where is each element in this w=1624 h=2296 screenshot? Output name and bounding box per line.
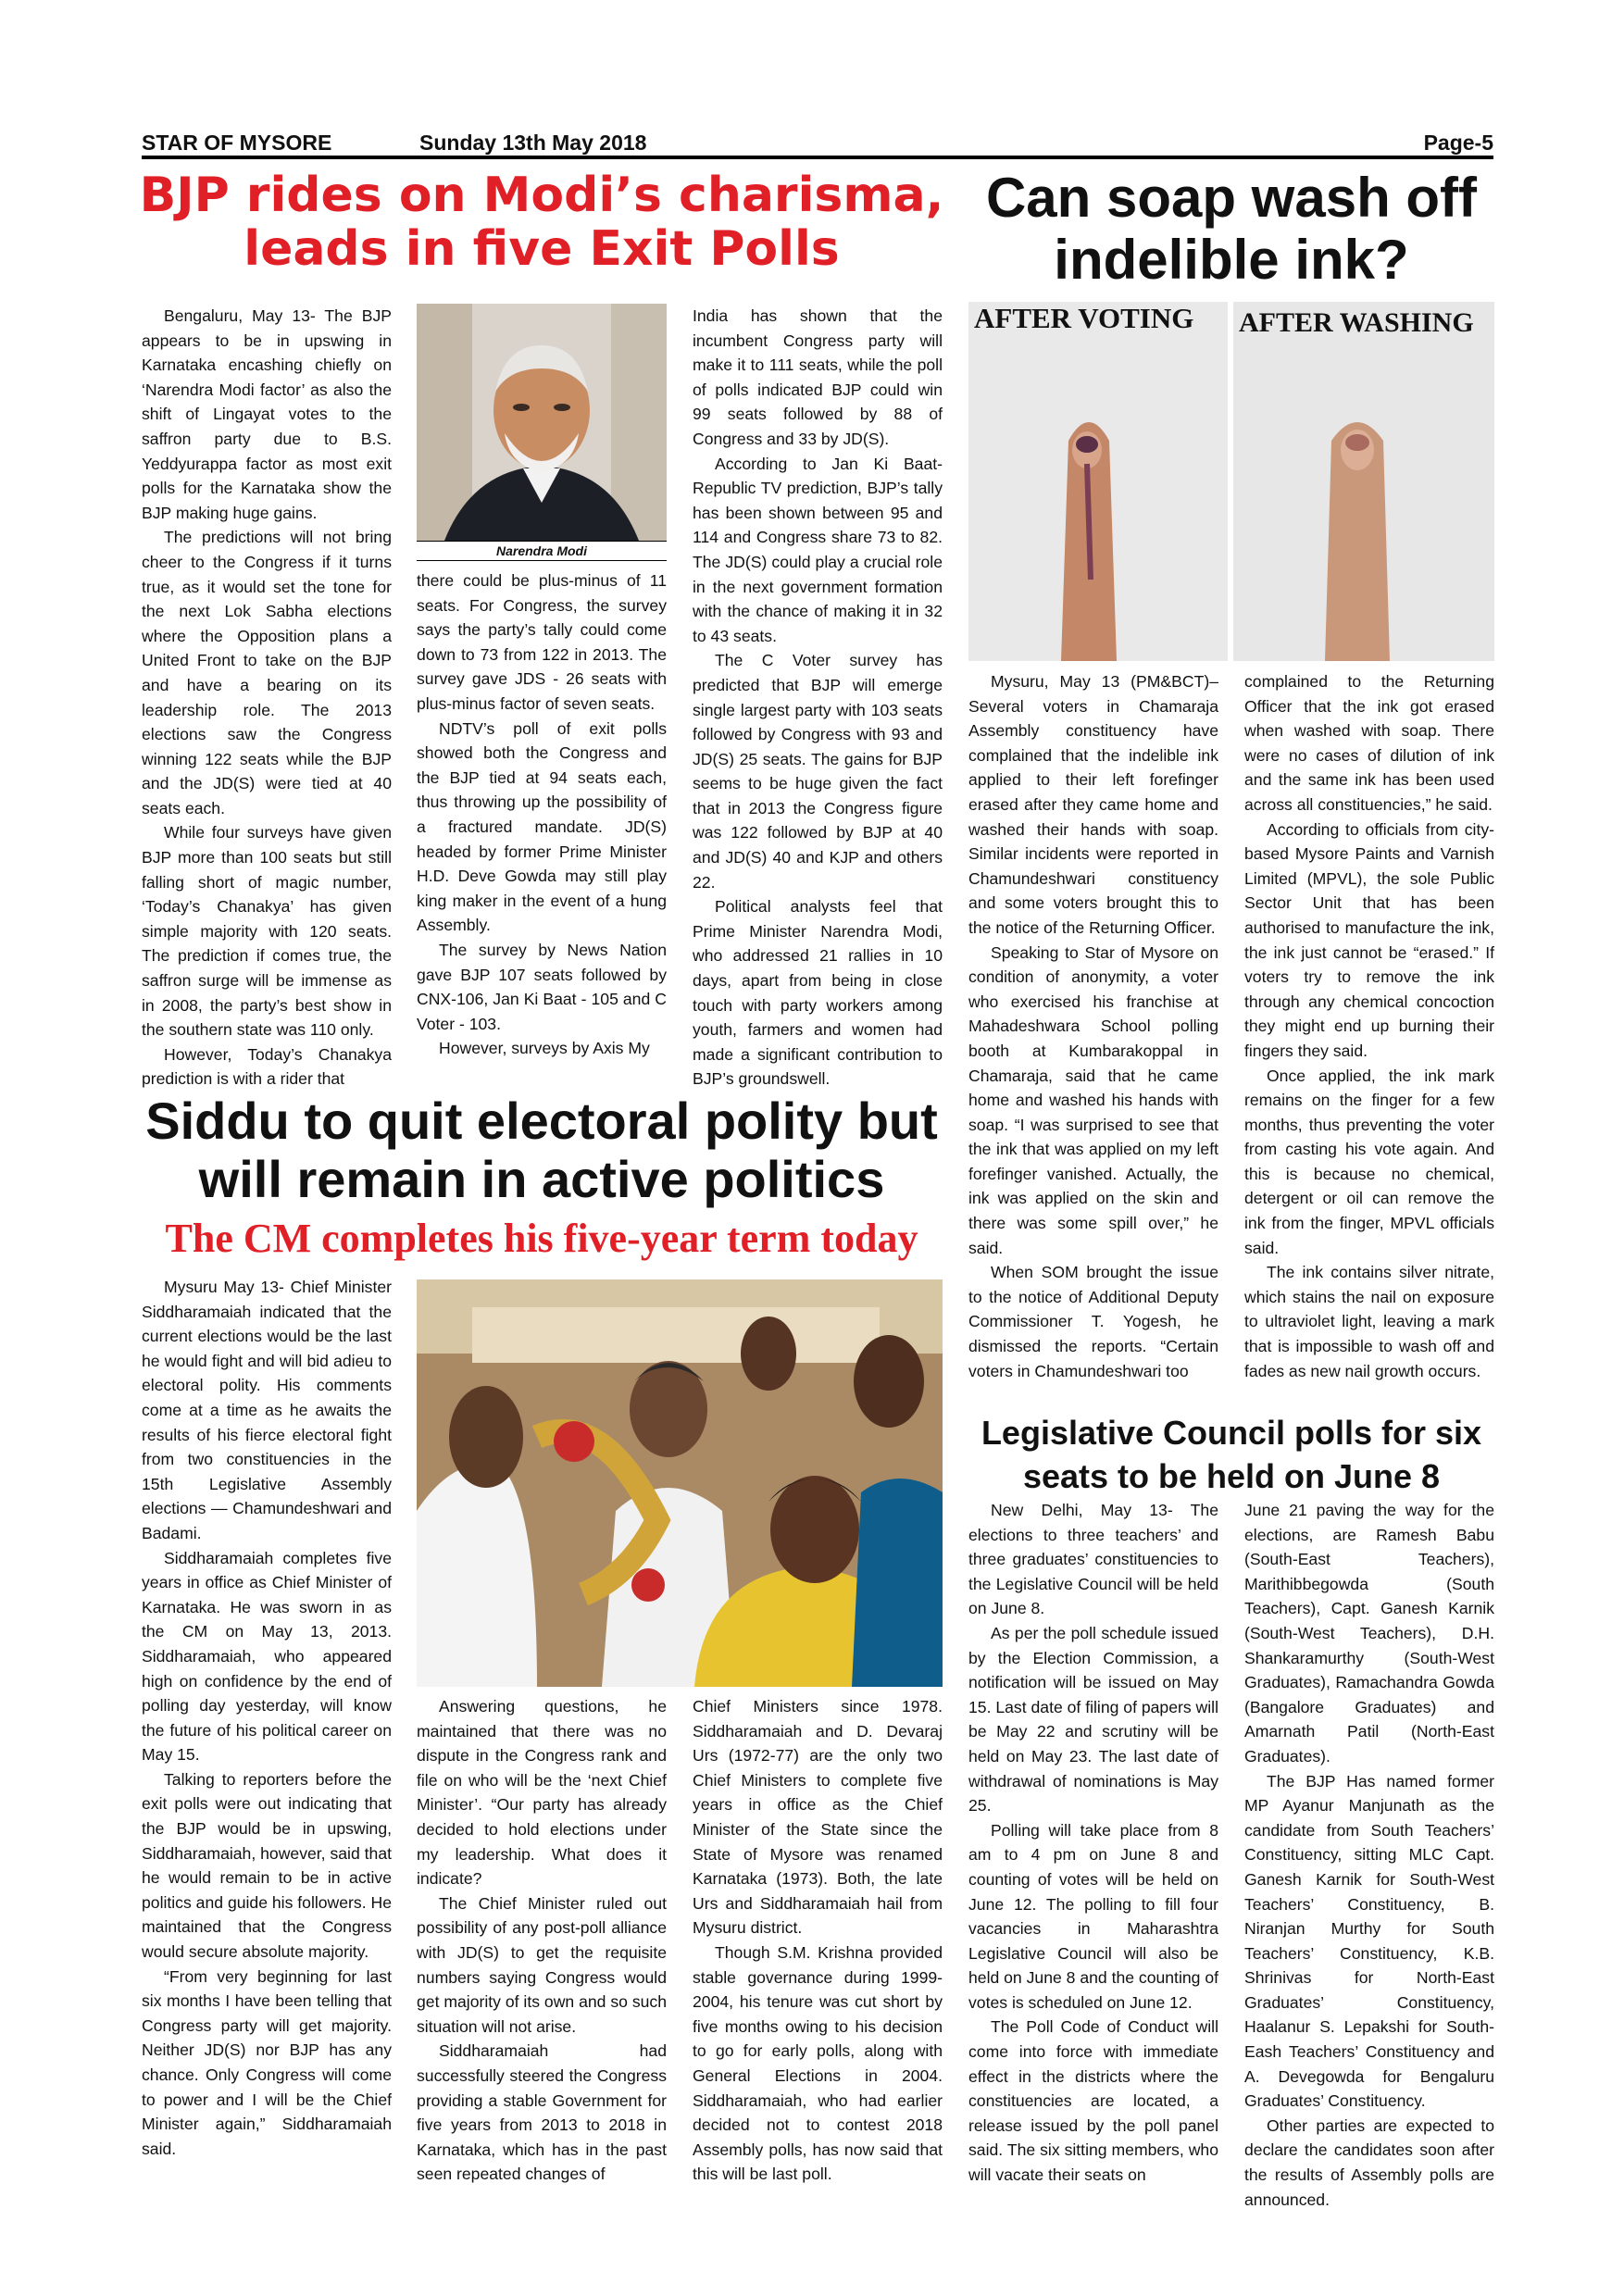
story1-column-2: there could be plus-minus of 11 seats. For Congress, the survey says the party’s tally could come down to 73 from 122 in 2013. The survey gave JDS - 26 seats with plus-minus factor of seven seats. NDTV’s poll of exit polls showed both the Congress and the BJP tied at 94 seats each, thus throwing up the possibility of a fractured mandate. JD(S) headed by former Prime Minister H.D. Deve Gowda may still play king maker in the event of a hung Assembly. The survey by News Nation gave BJP 107 seats followed by CNX-106, Jan Ki Baat - 105 and C Voter - 103. However, surveys by Axis My [417,571,667,1058]
siddaramaiah-photo [417,1279,943,1687]
story3-headline-line1: Siddu to quit electoral polity but [145,1092,938,1150]
story3-headline-line2: will remain in active politics [198,1149,885,1208]
issue-date: Sunday 13th May 2018 [419,131,647,155]
story4-headline [963,1412,1500,1499]
after-voting-label: AFTER VOTING [974,302,1194,334]
masthead [142,130,1493,159]
story1-column-3: India has shown that the incumbent Congress party will make it to 111 seats, while the poll of polls indicated BJP could win 99 seats followed by 88 of Congress and 33 by JD(S). According to Jan Ki Baat-Republic TV prediction, BJP’s tally has been shown between 95 and 114 and Congress share 73 to 82. The JD(S) could play a crucial role in the next government formation with the chance of making it in 32 to 43 seats. The C Voter survey has predicted that BJP will emerge single largest party with 103 seats followed by Congress with 93 and JD(S) 25 seats. The gains for BJP seems to be huge given the fact that in 2013 the Congress figure was 122 followed by BJP at 40 and JD(S) 40 and KJP and others 22. Political analysts feel that Prime Minister Narendra Modi, who addressed 21 rallies in 10 days, apart from being in close touch with party workers among youth, farmers and women had made a significant contribution to BJP’s groundswell. [693,306,943,1089]
modi-photo [417,304,667,541]
story3-headline [139,1092,944,1208]
story4-column-1: New Delhi, May 13- The elections to three teachers’ and three graduates’ constituencies to the Legislative Council will be held on June 8. As per the poll schedule issued by the Election Commission, a notification will be issued on May 15. Last date of filing of papers will be May 22 and scrutiny will be held on May 23. The last date of withdrawal of nominations is May 25. Polling will take place from 8 am to 4 pm on June 8 and counting of votes will be held on June 12. The polling to fill four vacancies in Maharashtra Legislative Council will also be held on June 8 and the counting of votes is scheduled on June 12. The Poll Code of Conduct will come into force with immediate effect in the districts where the constituencies are located, a release issued by the poll panel said. The six sitting members, who will vacate their seats on [968,1501,1218,2185]
story1-column-1: Bengaluru, May 13- The BJP appears to be in upswing in Karnataka encashing chiefly on ‘Narendra Modi factor’ as also the shift of Lingayat votes to the saffron party due to B.S. Yeddyurappa factor as most exit polls for the Karnataka show the BJP making huge gains. The predictions will not bring cheer to the Congress if it turns true, as it would set the tone for the next Lok Sabha elections where the Opposition plans a United Front to take on the BJP and have a bearing on its leadership role. The 2013 elections saw the Congress winning 122 seats while the BJP and the JD(S) were tied at 40 seats each. While four surveys have given BJP more than 100 seats but still falling short of magic number, ‘Today’s Chanakya’ has given simple majority with 120 seats. The prediction if comes true, the saffron surge will be immense as in 2008, the party’s best show in the southern state was 110 only. However, Today’s Chanakya prediction is with a rider that [142,306,392,1089]
story1-headline-line1: BJP rides on Modi’s charisma, [139,168,944,223]
story3-column-3: Chief Ministers since 1978. Siddharamaiah and D. Devaraj Urs (1972-77) are the only two Chief Ministers to complete five years in office as the Chief Minister of the State since the State of Mysore was renamed Karnataka (1973). Both, the late Urs and Siddharamaiah hail from Mysuru district. Though S.M. Krishna provided stable governance during 1999-2004, his tenure was cut short by five months owing to his decision to go for early polls, along with General Elections in 2004. Siddharamaiah, who had earlier decided not to contest 2018 Assembly polls, has now said that this will be last poll. [693,1697,943,2184]
story4-headline-line2: seats to be held on June 8 [1022,1456,1441,1495]
story3-subhead: The CM completes his five-year term today [165,1216,918,1261]
story4-column-2: June 21 paving the way for the elections, are Ramesh Babu (South-East Teachers), Marithibbegowda (South Teachers), Capt. Ganesh Karnik (South-West Teachers), D.H. Shankaramurthy (South-West Graduates), Ramachandra Gowda (Bangalore Graduates) and Amarnath Patil (North-East Graduates). The BJP Has named former MP Ayanur Manjunath as the candidate from South Teachers’ Constituency, sitting MLC Capt. Ganesh Karnik for South-West Teachers’ Constituency, B. Niranjan Murthy for South Teachers’ Constituency, K.B. Shrinivas for North-East Graduates’ Constituency, Haalanur S. Lepakshi for South-Eash Teachers’ Constituency and A. Devegowda for Bengaluru Graduates’ Constituency. Other parties are expected to declare the candidates soon after the results of Assembly polls are announced. [1244,1501,1494,2209]
story2-column-2: complained to the Returning Officer that the ink got erased when washed with soap. There were no cases of dilution of ink and the same ink has been used across all constituencies,” he said. According to officials from city-based Mysore Paints and Varnish Limited (MPVL), the sole Public Sector Unit that has been authorised to manufacture the ink, the ink just cannot be “erased.” If voters try to remove the ink through any chemical concoction they might end up burning their fingers they said. Once applied, the ink mark remains on the finger for a few months, thus preventing the voter from casting his vote again. And this is because no chemical, detergent or oil can remove the ink from the finger, MPVL officials said. The ink contains silver nitrate, which stains the nail on exposure to ultraviolet light, leaving a mark that is impossible to wash off and fades as new nail growth occurs. [1244,672,1494,1380]
after-washing-label: AFTER WASHING [1239,307,1474,338]
modi-photo-block [417,304,667,561]
story3-column-1: Mysuru May 13- Chief Minister Siddharamaiah indicated that the current elections would be the last he would fight and will bid adieu to electoral polity. His comments come at a time as he awaits the results of his fierce electoral fight from two constituencies in the 15th Legislative Assembly elections — Chamundeshwari and Badami. Siddharamaiah completes five years in office as Chief Minister of Karnataka. He was sworn in as the CM on May 13, 2013. Siddharamaiah, who appeared high on confidence by the end of polling day yesterday, will know the future of his political career on May 15. Talking to reporters before the exit polls were out indicating that the BJP would be in upswing, Siddharamaiah, however, said that he would remain to be in active politics and guide his followers. He maintained that the Congress would secure absolute majority. “From very beginning for last six months I have been telling that Congress party will get majority. Neither JD(S) nor BJP has any chance. Only Congress will come to power and I will be the Chief Minister again,” Siddharamaiah said. [142,1278,392,2158]
page-number: Page-5 [1423,131,1493,155]
story2-column-1: Mysuru, May 13 (PM&BCT)– Several voters in Chamaraja Assembly constituency have complained that the indelible ink applied to their left forefinger erased after they came home and washed their hands with soap. Similar incidents were reported in Chamundeshwari constituency and some voters brought this to the notice of the Returning Officer. Speaking to Star of Mysore on condition of anonymity, a voter who exercised his franchise at Mahadeshwara School polling booth at Kumbarakoppal in Chamaraja, said that he came home and washed his hands with soap. “I was surprised to see that the ink that was applied on my left forefinger vanished. Actually, the ink was applied on the skin and there was some spill over,” he said. When SOM brought the issue to the notice of Additional Deputy Commissioner T. Yogesh, he dismissed the reports. “Certain voters in Chamundeshwari too [968,672,1218,1380]
modi-photo-caption: Narendra Modi [417,541,667,561]
story2-headline-line1: Can soap wash off [985,167,1478,229]
story1-headline [139,168,944,276]
story1-headline-line2: leads in five Exit Polls [244,221,840,278]
story4-headline-line1: Legislative Council polls for six [981,1414,1482,1452]
paper-name: STAR OF MYSORE [142,131,332,155]
story2-headline-line2: indelible ink? [1054,229,1409,292]
story2-headline [963,167,1500,291]
story3-column-2: Answering questions, he maintained that there was no dispute in the Congress rank and file on who will be the ‘next Chief Minister’. “Our party has already decided to hold elections under my leadership. What does it indicate? The Chief Minister ruled out possibility of any post-poll alliance with JD(S) to get the requisite numbers saying Congress would get majority of its own and so such situation will not arise. Siddharamaiah had successfully steered the Congress providing a stable Government for five years from 2013 to 2018 in Karnataka, which has in the past seen repeated changes of [417,1697,667,2184]
ink-photo [968,302,1494,661]
